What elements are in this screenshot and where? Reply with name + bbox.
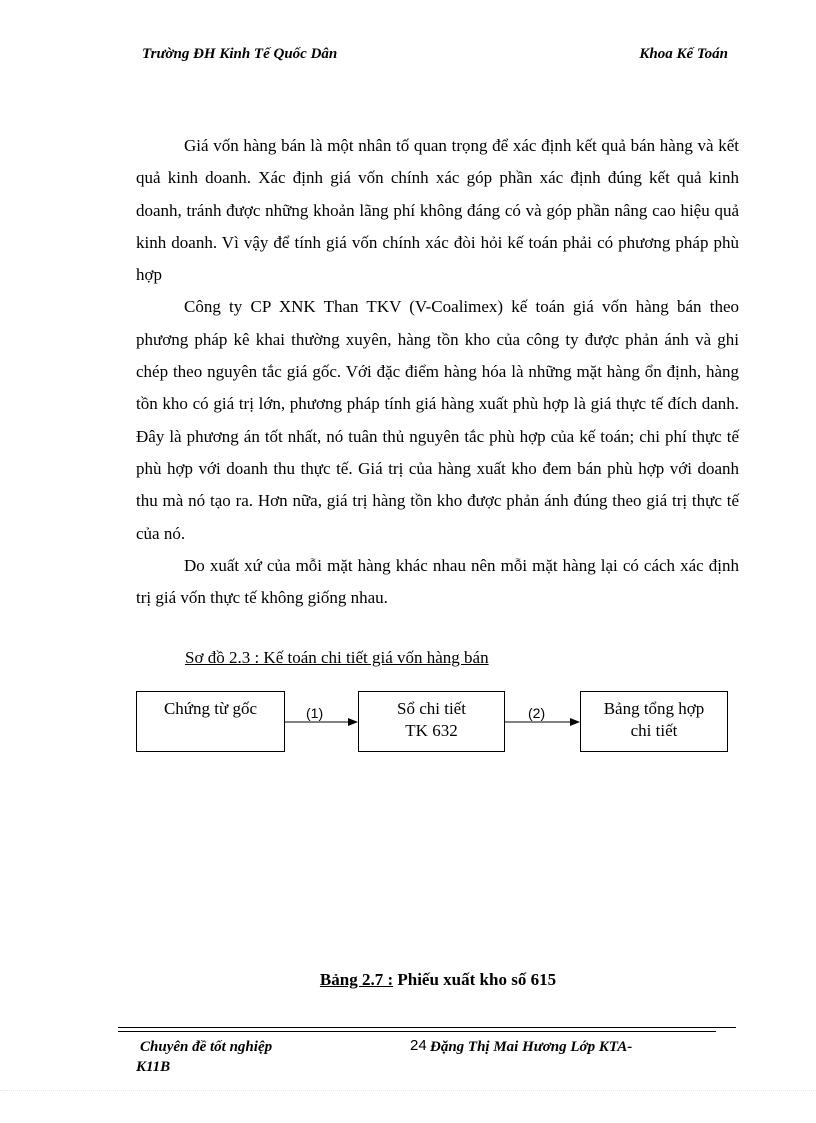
- page-number: 24: [410, 1037, 427, 1054]
- footer-author: Đặng Thị Mai Hương Lớp KTA-: [430, 1039, 633, 1055]
- box-summary: [580, 691, 728, 752]
- paragraph-2: Công ty CP XNK Than TKV (V-Coalimex) kế toán giá vốn hàng bán theo phương pháp kê khai thường xuyên, hàng tồn kho của công ty được phản ánh và ghi chép theo nguyên tắc giá gốc. Với đặc điểm hàng hóa là những mặt hàng ổn định, hàng tồn kho có giá trị lớn, phương pháp tính giá hàng xuất phù hợp là giá thực tế đích danh. Đây là phương án tốt nhất, nó tuân thủ nguyên tắc phù hợp của kế toán; chi phí thực tế phù hợp với doanh thu thực tế. Giá trị của hàng xuất kho đem bán phù hợp với doanh thu mà nó tạo ra. Hơn nữa, giá trị hàng tồn kho được phản ánh đúng theo giá trị thực tế của nó.: [136, 297, 739, 543]
- footer-divider: [118, 1027, 736, 1028]
- page-break-line: [0, 1090, 816, 1091]
- box-label: chi tiết: [630, 721, 678, 740]
- body-text: [136, 130, 739, 614]
- paragraph-3: Do xuất xứ của mỗi mặt hàng khác nhau nên mỗi mặt hàng lại có cách xác định trị giá vốn thực tế không giống nhau.: [136, 555, 739, 608]
- arrow-1-label: (1): [306, 705, 324, 721]
- box-source-documents: [136, 691, 285, 752]
- box-label: Sổ chi tiết: [397, 699, 466, 718]
- footer-divider: [118, 1031, 716, 1032]
- paragraph-1: Giá vốn hàng bán là một nhân tố quan trọng để xác định kết quả bán hàng và kết quả kinh doanh. Xác định giá vốn chính xác góp phần xác định đúng kết quả kinh doanh, tránh được những khoản lãng phí không đáng có và góp phần nâng cao hiệu quả kinh doanh. Vì vậy để tính giá vốn chính xác đòi hỏi kế toán phải có phương pháp phù hợp: [136, 136, 739, 285]
- header-faculty: Khoa Kế Toán: [639, 46, 728, 62]
- arrow-2-label: (2): [528, 705, 546, 721]
- table-title-prefix: Bảng 2.7 :: [319, 970, 394, 989]
- box-label: Chứng từ gốc: [163, 699, 258, 718]
- page-header: [142, 46, 728, 70]
- header-school: Trường ĐH Kinh Tế Quốc Dân: [142, 46, 338, 62]
- footer-class: K11B: [136, 1059, 171, 1075]
- footer-report-type: Chuyên đề tốt nghiệp: [140, 1039, 273, 1055]
- diagram-title: Sơ đồ 2.3 : Kế toán chi tiết giá vốn hàng bán: [185, 648, 489, 667]
- table-title-text: Phiếu xuất kho số 615: [393, 970, 557, 989]
- box-label: Bảng tổng hợp: [603, 699, 705, 718]
- box-label: TK 632: [405, 721, 458, 740]
- table-title: [0, 970, 816, 990]
